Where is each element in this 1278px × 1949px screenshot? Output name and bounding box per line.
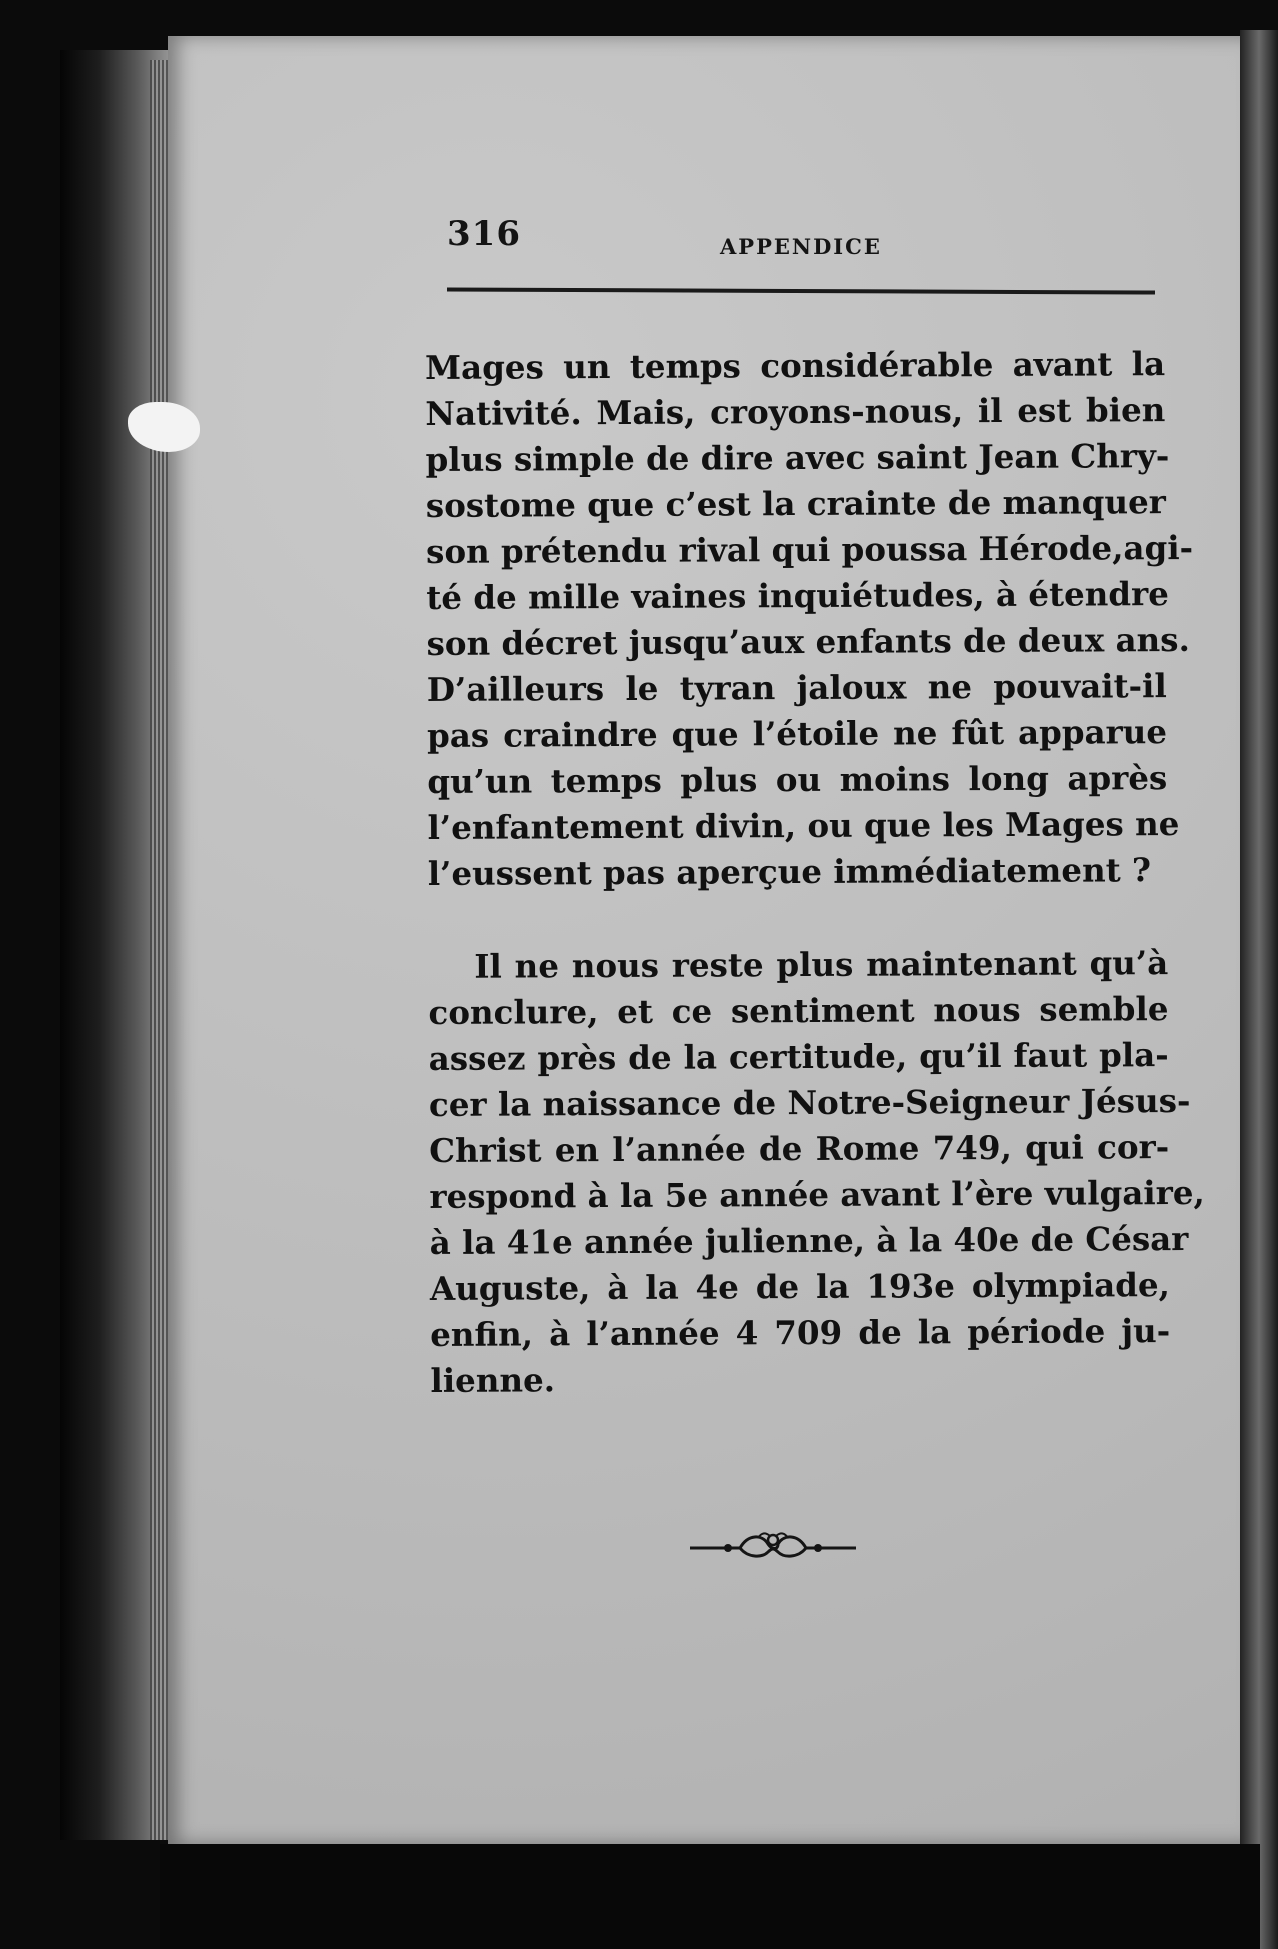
page-number: 316 <box>447 214 521 254</box>
body-text <box>425 341 1205 1404</box>
text-line: qu’un temps plus ou moins long après <box>427 758 1168 801</box>
text-line: Auguste, à la 4e de la 193e olympiade, <box>429 1265 1171 1308</box>
text-line: pas craindre que l’étoile ne fût apparue <box>426 712 1168 755</box>
text-line: Nativité. Mais, croyons-nous, il est bien <box>425 390 1166 433</box>
paragraph-2 <box>428 940 1205 1404</box>
text-line: son prétendu rival qui poussa Hérode,agi- <box>425 527 1194 571</box>
text-line: conclure, et ce sentiment nous semble <box>428 989 1169 1032</box>
text-line: à la 41e année julienne, à la 40e de César <box>429 1219 1189 1262</box>
text-line: son décret jusqu’aux enfants de deux ans. <box>426 619 1190 663</box>
text-line: assez près de la certitude, qu’il faut pla- <box>428 1035 1169 1078</box>
text-line: l’enfantement divin, ou que les Mages ne <box>427 804 1180 847</box>
text-line: Christ en l’année de Rome 749, qui cor- <box>429 1127 1170 1170</box>
text-line: enfin, à l’année 4 709 de la période ju- <box>430 1311 1171 1354</box>
text-line: l’eussent pas aperçue immédiatement ? <box>427 850 1152 893</box>
page-right-edge <box>1240 30 1278 1949</box>
text-line: plus simple de dire avec saint Jean Chry- <box>425 436 1170 479</box>
running-head: APPENDICE <box>720 234 882 259</box>
tailpiece-fleuron-icon <box>688 1528 858 1564</box>
text-line: sostome que c’est la crainte de manquer <box>425 482 1166 525</box>
text-line: lienne. <box>430 1360 556 1400</box>
paragraph-1 <box>425 341 1194 897</box>
page-bottom-edge <box>160 1844 1260 1949</box>
text-line: D’ailleurs le tyran jaloux ne pouvait-il <box>426 666 1167 709</box>
text-line: té de mille vaines inquiétudes, à étendre <box>426 574 1169 617</box>
text-line: respond à la 5e année avant l’ère vulgaire, <box>429 1172 1205 1216</box>
text-line: cer la naissance de Notre-Seigneur Jésus- <box>428 1081 1191 1124</box>
text-line: Il ne nous reste plus maintenant qu’à <box>474 943 1169 986</box>
text-line: Mages un temps considérable avant la <box>425 344 1166 387</box>
